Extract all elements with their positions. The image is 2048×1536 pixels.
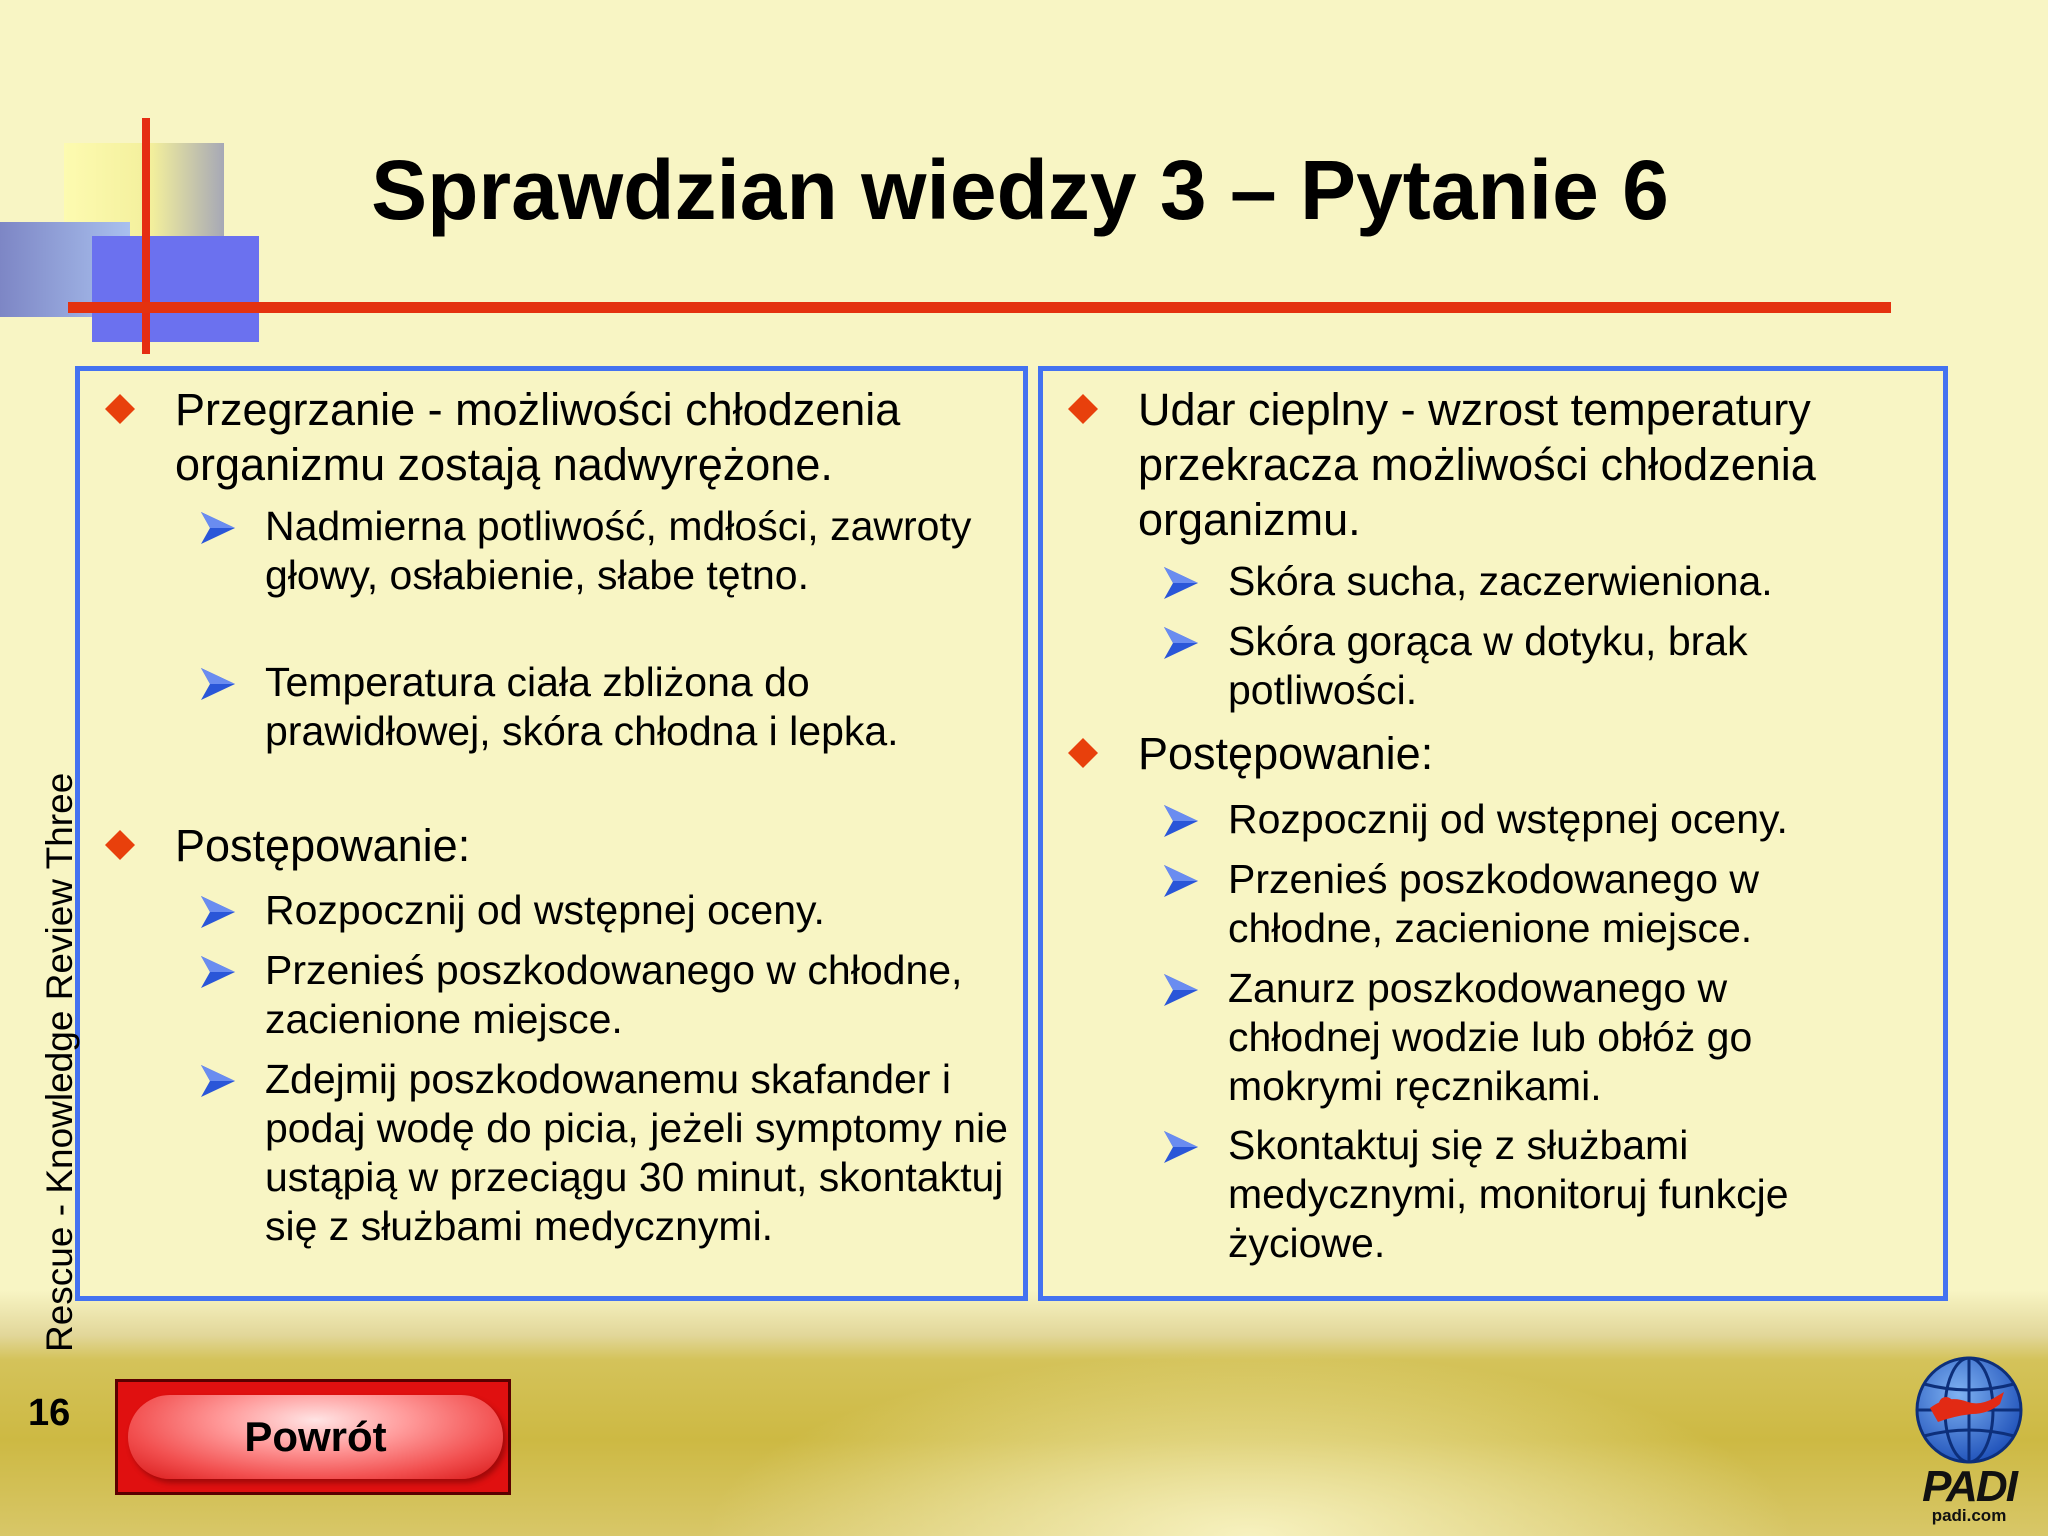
arrow-bullet-icon <box>201 1065 235 1097</box>
left-panel <box>75 366 1028 1301</box>
list-item: Przegrzanie - możliwości chłodzenia organizmu zostają nadwyrężone. <box>175 382 1025 492</box>
title-underline-red <box>68 302 1891 313</box>
list-item: Rozpocznij od wstępnej oceny. <box>1228 795 1938 844</box>
slide-title: Sprawdzian wiedzy 3 – Pytanie 6 <box>371 143 1669 237</box>
back-button[interactable]: Powrót <box>128 1395 503 1479</box>
arrow-bullet-icon <box>1164 974 1198 1006</box>
list-item: Temperatura ciała zbliżona do prawidłowej, skóra chłodna i lepka. <box>265 658 985 756</box>
padi-logo <box>1908 1352 2030 1532</box>
red-diamond-bullet-icon <box>1068 738 1098 768</box>
back-button-frame <box>115 1379 511 1495</box>
arrow-bullet-icon <box>1164 627 1198 659</box>
red-diamond-bullet-icon <box>1068 394 1098 424</box>
side-course-label: Rescue - Knowledge Review Three <box>39 772 80 1352</box>
arrow-bullet-icon <box>1164 567 1198 599</box>
list-item: Zanurz poszkodowanego w chłodnej wodzie lub obłóż go mokrymi ręcznikami. <box>1228 964 1868 1111</box>
logo-wordmark: PADI <box>1922 1462 2016 1511</box>
globe-diver-icon <box>1908 1352 2030 1464</box>
list-item: Przenieś poszkodowanego w chłodne, zacienione miejsce. <box>1228 855 1908 953</box>
list-item: Skontaktuj się z służbami medycznymi, monitoruj funkcje życiowe. <box>1228 1121 1908 1268</box>
arrow-bullet-icon <box>201 512 235 544</box>
red-diamond-bullet-icon <box>105 394 135 424</box>
slide-number: 16 <box>28 1392 71 1434</box>
logo-url: padi.com <box>1931 1506 2007 1525</box>
arrow-bullet-icon <box>1164 865 1198 897</box>
list-item: Udar cieplny - wzrost temperatury przekracza możliwości chłodzenia organizmu. <box>1138 382 1928 547</box>
list-item: Skóra gorąca w dotyku, brak potliwości. <box>1228 617 1848 715</box>
list-item: Przenieś poszkodowanego w chłodne, zacienione miejsce. <box>265 946 985 1044</box>
arrow-bullet-icon <box>201 668 235 700</box>
list-item: Postępowanie: <box>1138 726 1928 781</box>
arrow-bullet-icon <box>201 896 235 928</box>
right-panel <box>1038 366 1948 1301</box>
red-diamond-bullet-icon <box>105 830 135 860</box>
list-item: Skóra sucha, zaczerwieniona. <box>1228 557 1928 606</box>
decorative-blue-square <box>92 236 259 342</box>
arrow-bullet-icon <box>1164 1131 1198 1163</box>
arrow-bullet-icon <box>201 956 235 988</box>
decorative-vertical-red-line <box>142 118 150 354</box>
list-item: Rozpocznij od wstępnej oceny. <box>265 886 1015 935</box>
list-item: Postępowanie: <box>175 818 1025 873</box>
list-item: Nadmierna potliwość, mdłości, zawroty głowy, osłabienie, słabe tętno. <box>265 502 985 600</box>
list-item: Zdejmij poszkodowanemu skafander i podaj wodę do picia, jeżeli symptomy nie ustąpią w przeciągu 30 minut, skontaktuj się z służbami medycznymi. <box>265 1055 1025 1251</box>
arrow-bullet-icon <box>1164 805 1198 837</box>
